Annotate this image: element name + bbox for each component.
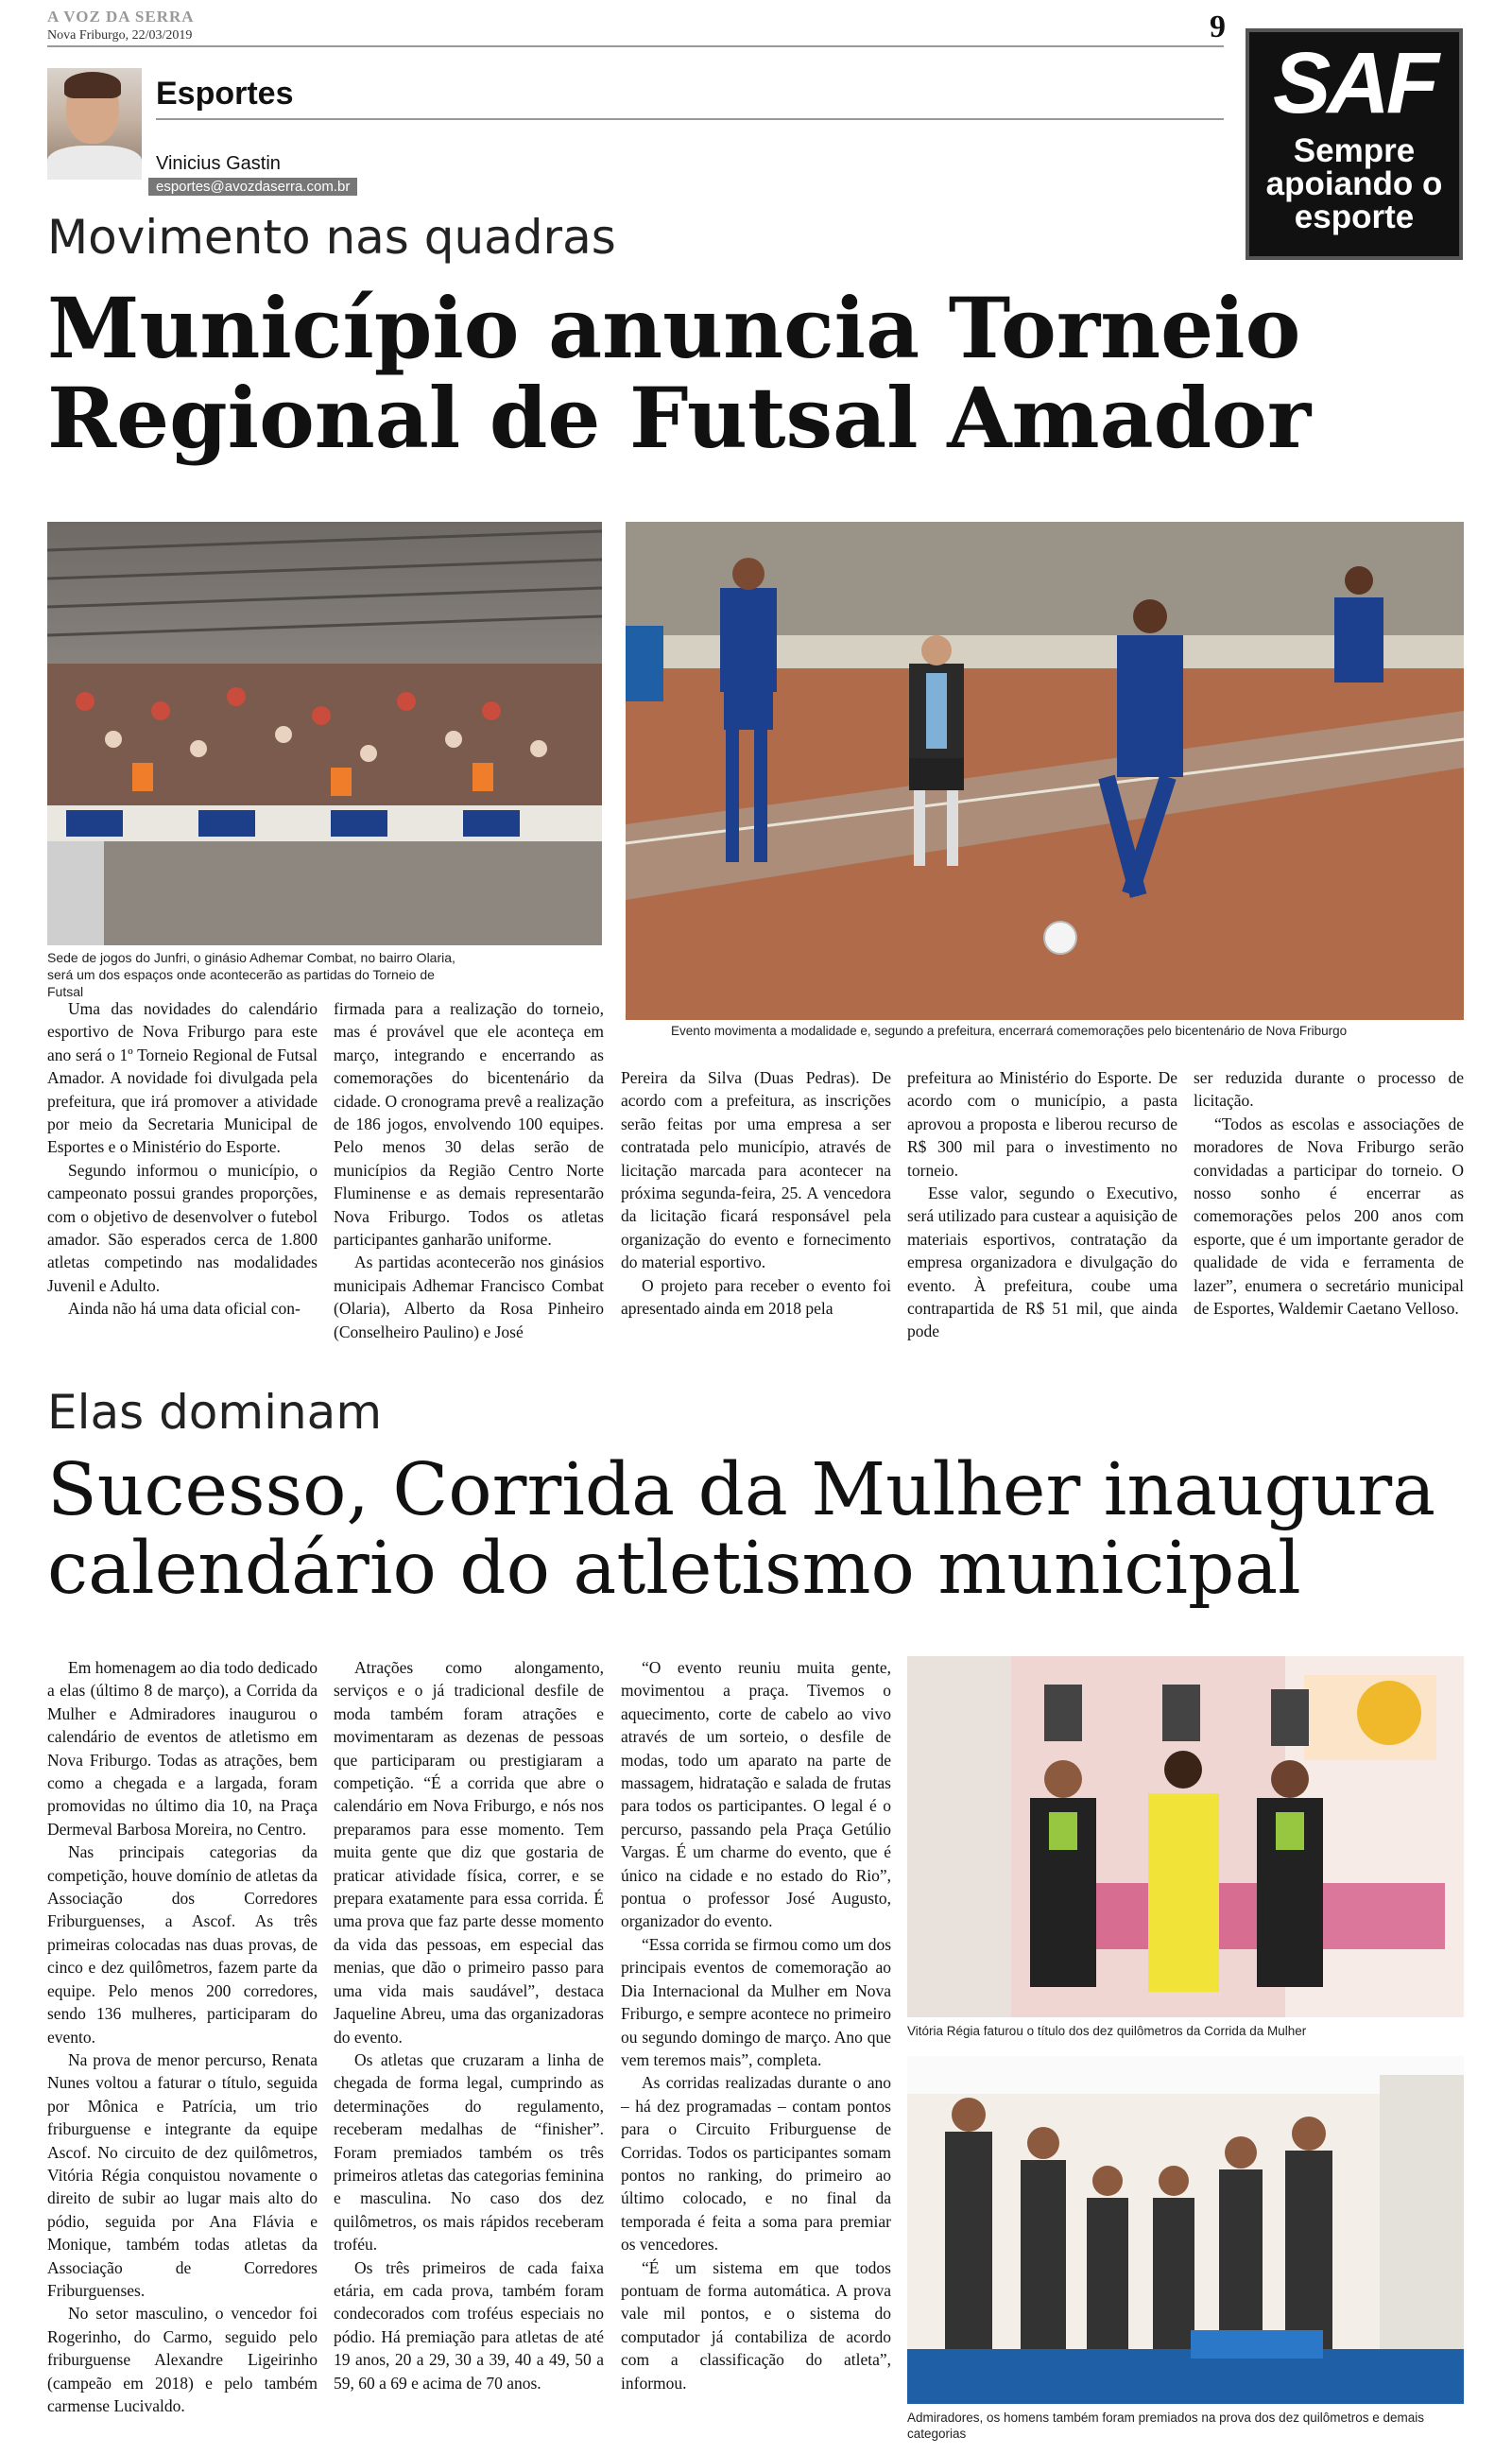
paragraph: Ainda não há uma data oficial con- (68, 1299, 301, 1319)
article2-headline (47, 1448, 1436, 1612)
paragraph: Pereira da Silva (Duas Pedras). De acordo com a prefeitura, as inscrições serão feitas por uma empresa a ser contratada pelo município, através de licitação marcada para acontecer na próxima segunda-feira, 25. A vencedora da licitação ficará responsável pela organização do evento e fornecimento do material esportivo. (621, 1068, 891, 1272)
paragraph: “Essa corrida se firmou como um dos principais eventos de comemoração ao Dia Internacional da Mulher em Nova Friburgo, e sempre acontece no primeiro ou segundo domingo de março. Ano que vem teremos mais”, completa. (621, 1934, 891, 2069)
paragraph: firmada para a realização do torneio, mas é provável que ele aconteça em março, integrando e encerrando as comemorações do bicentenário da cidade. O cronograma prevê a realização de 186 jogos, envolvendo 100 equipes. Pelo menos 30 delas serão de municípios da Região Centro Norte Fluminense e as demais representarão Nova Friburgo. Todos os atletas participantes ganharão uniforme. (334, 999, 604, 1250)
edition-date: Nova Friburgo, 22/03/2019 (47, 28, 193, 43)
article1-column-4 (907, 1066, 1177, 1343)
futsal-match-photo (626, 522, 1464, 1020)
paragraph: Esse valor, segundo o Executivo, será utilizado para custear a aquisição de materiais esportivos, contratação da empresa organizadora e divulgação do evento. À prefeitura, coube uma contrapartida de R$ 51 mil, que ainda pode (907, 1184, 1177, 1341)
headline-line: Sucesso, Corrida da Mulher inaugura (47, 1448, 1436, 1532)
paragraph: “É um sistema em que todos pontuam de forma automática. A prova vale mil pontos, e o sistema do computador já contabiliza de acordo com a classificação do atleta”, informou. (621, 2257, 891, 2393)
article2-column-2 (334, 1656, 604, 2394)
headline-line: calendário do atletismo municipal (47, 1527, 1301, 1612)
saf-logo: SAF (1273, 35, 1435, 131)
paragraph: As partidas acontecerão nos ginásios municipais Adhemar Francisco Combat (Olaria), Alberto da Rosa Pinheiro (Conselheiro Paulino) e José (334, 1253, 604, 1341)
newspaper-name: A VOZ DA SERRA (47, 8, 195, 26)
paragraph: “O evento reuniu muita gente, movimentou a praça. Tivemos o aquecimento, corte de cabelo ao vivo através de um sorteio, o desfile de modas, todo um aparato na parte de massagem, hidratação e salada de frutas para todos os participantes. O legal é o percurso, passando pela Praça Getúlio Vargas. É um charme do evento, que é único na cidade e no estado do Rio”, pontua o professor José Augusto, organizador do evento. (621, 1658, 891, 1931)
article2-column-1 (47, 1656, 318, 2417)
headline-line: Município anuncia Torneio (47, 279, 1301, 377)
photo-caption: Sede de jogos do Junfri, o ginásio Adhemar Combat, no bairro Olaria, será um dos espaços onde acontecerão as partidas do Torneio de Futsal (47, 950, 455, 1000)
photo-caption: Evento movimenta a modalidade e, segundo a prefeitura, encerrará comemorações pelo bicentenário de Nova Friburgo (671, 1024, 1348, 1038)
paragraph: Segundo informou o município, o campeonato possui grandes proporções, com o objetivo de desenvolver o futebol amador. São esperados cerca de 1.800 atletas competindo nas modalidades Juvenil e Adulto. (47, 1160, 318, 1295)
podium-men-photo (907, 2056, 1464, 2404)
sponsor-tagline (1249, 134, 1459, 233)
article1-column-3 (621, 1066, 891, 1320)
page-number: 9 (1210, 9, 1226, 44)
photo-caption: Admiradores, os homens também foram premiados na prova dos dez quilômetros e demais categorias (907, 2411, 1425, 2441)
tagline-line: Sempre (1293, 132, 1416, 169)
tagline-line: apoiando o (1265, 165, 1443, 202)
paragraph: prefeitura ao Ministério do Esporte. De acordo com o município, a pasta aprovou a proposta e liberou recurso de R$ 300 mil para o investimento no torneio. (907, 1068, 1177, 1180)
paragraph: No setor masculino, o vencedor foi Rogerinho, do Carmo, seguido pelo friburguense Alexandre Ligeirinho (campeão em 2018) e pelo também carmense Lucivaldo. (47, 2304, 318, 2415)
author-email[interactable]: esportes@avozdaserra.com.br (148, 178, 357, 196)
paragraph: Na prova de menor percurso, Renata Nunes voltou a faturar o título, seguida por Mônica e Patrícia, um trio friburguense e integrante da equipe Ascof. No circuito de dez quilômetros, Vitória Régia conquistou novamente o direito de subir ao lugar mais alto do pódio, seguida por Ana Flávia e Monique, também todas atletas da Associação de Corredores Friburguenses. (47, 2049, 318, 2300)
paragraph: ser reduzida durante o processo de licitação. (1194, 1068, 1464, 1111)
paragraph: As corridas realizadas durante o ano – há dez programadas – contam pontos para o Circuito Friburguense de Corridas. Todos os participantes somam pontos no ranking, do primeiro ao último colocado, e no final da temporada é feita a soma para premiar os vencedores. (621, 2073, 891, 2255)
article1-column-1 (47, 997, 318, 1321)
sponsor-ad[interactable] (1246, 28, 1463, 260)
article2-column-3 (621, 1656, 891, 2394)
tagline-line: esporte (1294, 199, 1415, 235)
paragraph: Uma das novidades do calendário esportivo de Nova Friburgo para este ano será o 1º Torneio Regional de Futsal Amador. A novidade foi divulgada pela prefeitura, que irá promover a atividade por meio da Secretaria Municipal de Esportes e o Ministério do Esporte. (47, 999, 318, 1157)
article1-headline (47, 279, 1312, 468)
podium-women-photo (907, 1656, 1464, 2017)
headline-line: Regional de Futsal Amador (47, 369, 1312, 468)
gym-crowd-photo (47, 522, 602, 945)
paragraph: Os três primeiros de cada faixa etária, em cada prova, também foram condecorados com troféus especiais no pódio. Há premiação para atletas de até 19 anos, 20 a 29, 30 a 39, 40 a 49, 50 a 59, 60 a 69 e acima de 70 anos. (334, 2257, 604, 2393)
article1-kicker: Movimento nas quadras (47, 210, 616, 265)
paragraph: O projeto para receber o evento foi apresentado ainda em 2018 pela (621, 1275, 891, 1319)
article2-kicker: Elas dominam (47, 1385, 383, 1440)
paragraph: Os atletas que cruzaram a linha de chegada de forma legal, cumprindo as determinações do regulamento, receberam medalhas de “finisher”. Foram premiados também os três primeiros atletas das categorias feminina e masculina. No caso dos dez quilômetros, os mais rápidos receberam troféu. (334, 2049, 604, 2255)
section-title: Esportes (156, 76, 294, 112)
author-name: Vinicius Gastin (156, 153, 281, 174)
paragraph: Nas principais categorias da competição, houve domínio de atletas da Associação dos Corredores Friburguenses, a Ascof. As três primeiras colocadas nas duas provas, de cinco e dez quilômetros, fazem parte da equipe. Pelo menos 200 corredores, sendo 136 mulheres, participaram do evento. (47, 1842, 318, 2047)
article1-column-5 (1194, 1066, 1464, 1320)
article1-column-2 (334, 997, 604, 1343)
paragraph: Em homenagem ao dia todo dedicado a elas (último 8 de março), a Corrida da Mulher e Admiradores inaugurou o calendário de eventos de atletismo em Nova Friburgo. Todas as atrações, bem como a chegada e a largada, foram promovidas no último dia 10, na Praça Dermeval Barbosa Moreira, no Centro. (47, 1658, 318, 1839)
paragraph: “Todos as escolas e associações de moradores de Nova Friburgo serão convidadas a participar do torneio. O nosso sonho é encerrar as comemorações pelos 200 anos com esporte, que é um importante gerador de qualidade de vida e ferramenta de lazer”, enumera o secretário municipal de Esportes, Waldemir Caetano Velloso. (1194, 1114, 1464, 1319)
section-divider (156, 118, 1224, 120)
author-photo (47, 68, 142, 180)
photo-caption: Vitória Régia faturou o título dos dez quilômetros da Corrida da Mulher (907, 2024, 1307, 2038)
masthead-divider (47, 45, 1224, 47)
paragraph: Atrações como alongamento, serviços e o já tradicional desfile de moda também foram atrações e movimentaram as dezenas de pessoas que participaram ou prestigiaram a competição. “É a corrida que abre o calendário em Nova Friburgo, e nós nos preparamos para esse momento. Tem muita gente que diz que gostaria de praticar atividade física, correr, e se prepara exatamente para essa corrida. É uma prova que faz parte desse momento da vida das pessoas, em especial das menias, que dão o primeiro passo para uma vida mais saudável”, destaca Jaqueline Abreu, uma das organizadoras do evento. (334, 1658, 604, 2047)
